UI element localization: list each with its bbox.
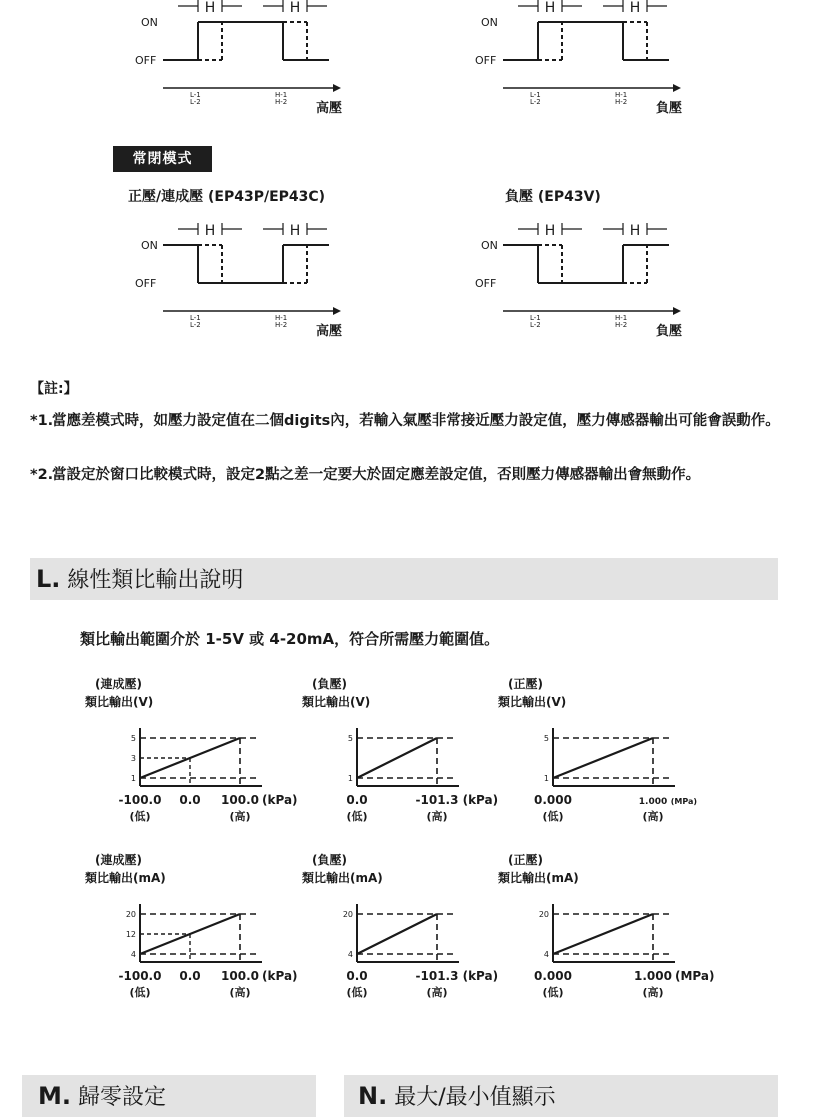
l2-label: L-2 <box>190 98 201 106</box>
h2-label: H-2 <box>275 98 288 106</box>
analog-chart <box>302 852 498 999</box>
note-item-2-mark: *2. <box>30 467 54 483</box>
low-label: (低) <box>346 810 368 823</box>
chart-ylabel: 類比輸出(V) <box>85 695 154 709</box>
x-tick-label-mid: 0.0 <box>179 969 201 983</box>
x-tick-label-right: 1.000 <box>634 969 672 983</box>
note-item-1-mark: *1. <box>30 413 54 429</box>
section-m-letter: M. <box>38 1082 71 1110</box>
on-label: ON <box>481 16 498 29</box>
output-line <box>553 914 653 954</box>
analog-chart <box>498 676 697 823</box>
l2-label: L-2 <box>530 98 541 106</box>
y-tick-label: 20 <box>342 910 353 919</box>
y-tick-label: 1 <box>543 774 549 783</box>
nc-right-diagram-title: 負壓 (EP43V) <box>505 189 601 205</box>
axis-label: 高壓 <box>315 101 343 116</box>
output-line <box>357 738 437 778</box>
chart-category: (正壓) <box>508 677 543 691</box>
chart-category: (連成壓) <box>95 853 142 867</box>
on-label: ON <box>481 239 498 252</box>
high-label: (高) <box>426 986 448 999</box>
x-tick-label-right: -101.3 <box>415 969 459 983</box>
chart-ylabel: 類比輸出(V) <box>302 695 371 709</box>
x-tick-label-right: 100.0 <box>221 969 259 983</box>
high-label: (高) <box>426 810 448 823</box>
h1-label: H-1 <box>615 91 628 99</box>
x-tick-label-left: 0.000 <box>534 793 572 807</box>
high-label: (高) <box>642 986 664 999</box>
y-tick-label: 20 <box>125 910 136 919</box>
h-marker-label: H <box>629 0 641 16</box>
h-marker-label: H <box>544 223 556 239</box>
axis-label: 負壓 <box>655 101 683 116</box>
y-tick-label: 1 <box>130 774 136 783</box>
high-label: (高) <box>229 810 251 823</box>
y-tick-label: 4 <box>130 950 136 959</box>
l1-label: L-1 <box>190 91 201 99</box>
notes-heading: 【註:】 <box>30 381 78 397</box>
y-tick-label: 12 <box>125 930 136 939</box>
nc-left-diagram-title: 正壓/連成壓 (EP43P/EP43C) <box>128 189 326 205</box>
high-label: (高) <box>229 986 251 999</box>
y-tick-label: 20 <box>538 910 549 919</box>
off-label: OFF <box>135 277 157 290</box>
axis-label: 高壓 <box>315 324 343 339</box>
x-unit-label: (kPa) <box>462 969 499 983</box>
on-label: ON <box>141 16 158 29</box>
note-item-2-text: 當設定於窗口比較模式時，設定2點之差一定要大於固定應差設定值，否則壓力傳感器輸出會無動作。 <box>52 467 701 483</box>
x-tick-label-right: 100.0 <box>221 793 259 807</box>
chart-category: (正壓) <box>508 853 543 867</box>
note-item-1-text: 當應差模式時，如壓力設定值在二個digits內，若輸入氣壓非常接近壓力設定值，壓力傳感器輸出可能會誤動作。 <box>52 413 780 429</box>
h1-label: H-1 <box>275 314 288 322</box>
x-tick-label-left: 0.000 <box>534 969 572 983</box>
chart-category: (負壓) <box>312 853 347 867</box>
analog-chart <box>498 852 714 999</box>
off-label: OFF <box>135 54 157 67</box>
axis-label: 負壓 <box>655 324 683 339</box>
chart-category: (負壓) <box>312 677 347 691</box>
y-tick-label: 4 <box>347 950 353 959</box>
l1-label: L-1 <box>530 91 541 99</box>
l1-label: L-1 <box>530 314 541 322</box>
x-unit-label: (kPa) <box>462 793 499 807</box>
h2-label: H-2 <box>615 98 628 106</box>
chart-ylabel: 類比輸出(mA) <box>302 871 383 885</box>
h-marker-label: H <box>289 223 301 239</box>
x-tick-label-left: -100.0 <box>118 969 162 983</box>
x-tick-label-left: 0.0 <box>346 793 368 807</box>
h1-label: H-1 <box>615 314 628 322</box>
h-marker-label: H <box>204 0 216 16</box>
chart-ylabel: 類比輸出(mA) <box>498 871 579 885</box>
section-m-title <box>38 1075 166 1119</box>
h-marker-label: H <box>204 223 216 239</box>
y-tick-label: 5 <box>347 734 353 743</box>
y-tick-label: 3 <box>130 754 136 763</box>
h1-label: H-1 <box>275 91 288 99</box>
off-label: OFF <box>475 277 497 290</box>
chart-category: (連成壓) <box>95 677 142 691</box>
section-m-title-text: 歸零設定 <box>78 1085 167 1110</box>
x-tick-label-right: -101.3 <box>415 793 459 807</box>
analog-chart <box>85 852 298 999</box>
on-label: ON <box>141 239 158 252</box>
l1-label: L-1 <box>190 314 201 322</box>
analog-chart <box>85 676 298 823</box>
y-tick-label: 5 <box>543 734 549 743</box>
normally-closed-mode-label: 常閉模式 <box>113 146 212 172</box>
h2-label: H-2 <box>275 321 288 329</box>
output-line <box>553 738 653 778</box>
high-label: (高) <box>642 810 664 823</box>
low-label: (低) <box>542 986 564 999</box>
section-l-letter: L. <box>36 565 61 593</box>
chart-ylabel: 類比輸出(V) <box>498 695 567 709</box>
low-label: (低) <box>129 986 151 999</box>
section-l-title-text: 線性類比輸出說明 <box>67 568 244 593</box>
y-tick-label: 1 <box>347 774 353 783</box>
l2-label: L-2 <box>190 321 201 329</box>
x-unit-label: (MPa) <box>670 797 698 806</box>
low-label: (低) <box>346 986 368 999</box>
h-marker-label: H <box>544 0 556 16</box>
chart-ylabel: 類比輸出(mA) <box>85 871 166 885</box>
h2-label: H-2 <box>615 321 628 329</box>
section-n-title <box>358 1075 556 1119</box>
section-l-intro: 類比輸出範圍介於 1-5V 或 4-20mA，符合所需壓力範圍值。 <box>80 630 500 648</box>
low-label: (低) <box>542 810 564 823</box>
x-tick-label-right: 1.000 <box>638 797 668 807</box>
x-unit-label: (kPa) <box>262 969 298 983</box>
analog-chart <box>302 676 498 823</box>
section-n-letter: N. <box>358 1082 388 1110</box>
x-unit-label: (kPa) <box>262 793 298 807</box>
y-tick-label: 4 <box>543 950 549 959</box>
section-n-title-text: 最大/最小值顯示 <box>394 1085 556 1110</box>
x-unit-label: (MPa) <box>675 969 715 983</box>
output-line <box>357 914 437 954</box>
l2-label: L-2 <box>530 321 541 329</box>
x-tick-label-left: 0.0 <box>346 969 368 983</box>
x-tick-label-mid: 0.0 <box>179 793 201 807</box>
h-marker-label: H <box>289 0 301 16</box>
y-tick-label: 5 <box>130 734 136 743</box>
h-marker-label: H <box>629 223 641 239</box>
off-label: OFF <box>475 54 497 67</box>
low-label: (低) <box>129 810 151 823</box>
x-tick-label-left: -100.0 <box>118 793 162 807</box>
